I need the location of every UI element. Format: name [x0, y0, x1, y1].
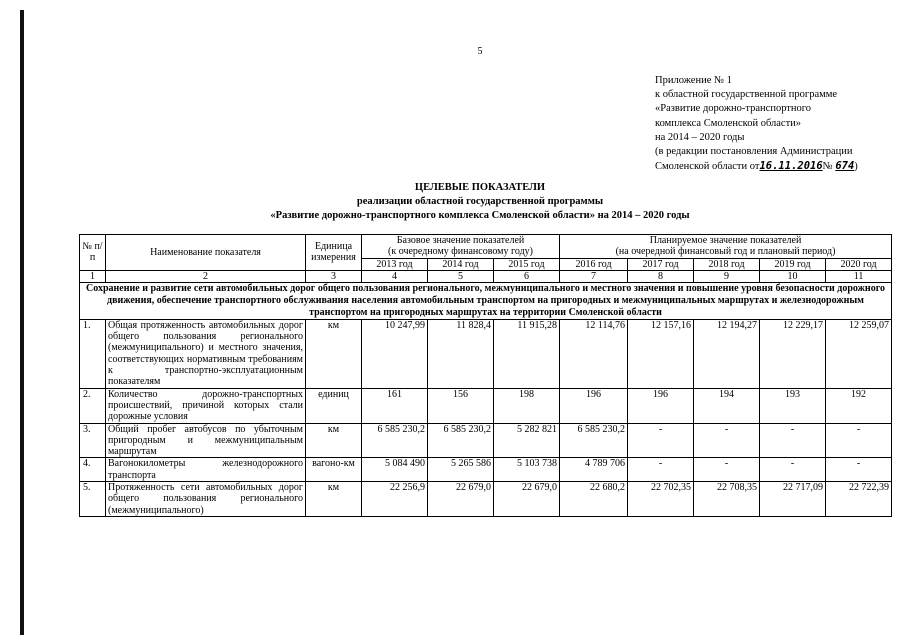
- header-base-line-2: (к очередному финансовому году): [388, 246, 533, 258]
- row-unit: единиц: [306, 388, 362, 423]
- row-value: 6 585 230,2: [560, 423, 628, 458]
- header-year: 2020 год: [826, 258, 892, 270]
- column-number: 9: [694, 270, 760, 282]
- row-num: 1.: [80, 319, 106, 388]
- header-year: 2014 год: [428, 258, 494, 270]
- row-value: 22 256,9: [362, 482, 428, 517]
- table-row: [80, 423, 892, 458]
- header-year: 2015 год: [494, 258, 560, 270]
- row-value: -: [694, 458, 760, 482]
- row-value: 5 084 490: [362, 458, 428, 482]
- table-row: [80, 388, 892, 423]
- appendix-line: на 2014 – 2020 годы: [655, 131, 745, 143]
- row-unit: км: [306, 482, 362, 517]
- row-value: -: [826, 458, 892, 482]
- column-number: 6: [494, 270, 560, 282]
- row-unit: км: [306, 423, 362, 458]
- row-value: 4 789 706: [560, 458, 628, 482]
- row-value: 196: [628, 388, 694, 423]
- row-value: 156: [428, 388, 494, 423]
- column-number: 1: [80, 270, 106, 282]
- row-value: 194: [694, 388, 760, 423]
- table-row: [80, 319, 892, 388]
- row-value: 22 708,35: [694, 482, 760, 517]
- row-value: 193: [760, 388, 826, 423]
- document-title: [0, 181, 905, 224]
- title-line-2: реализации областной государственной программы: [356, 196, 604, 208]
- row-value: -: [628, 423, 694, 458]
- header-year: 2019 год: [760, 258, 826, 270]
- header-year: 2018 год: [694, 258, 760, 270]
- column-number: 10: [760, 270, 826, 282]
- column-number: 7: [560, 270, 628, 282]
- table-row: [80, 482, 892, 517]
- row-num: 4.: [80, 458, 106, 482]
- header-row-1: [80, 235, 892, 259]
- row-value: 22 722,39: [826, 482, 892, 517]
- appendix-last-line-prefix: Смоленской области от: [655, 161, 760, 173]
- appendix-line-signature: Смоленской области от16.11.2016№ 674): [655, 160, 858, 173]
- row-name: Количество дорожно-транспортных происшествий, причиной которых стали дорожные условия: [106, 388, 306, 423]
- scan-edge-bar: [20, 10, 24, 635]
- row-value: 12 114,76: [560, 319, 628, 388]
- row-value: 22 679,0: [428, 482, 494, 517]
- row-value: 11 915,28: [494, 319, 560, 388]
- row-num: 5.: [80, 482, 106, 517]
- table-row: [80, 458, 892, 482]
- row-value: -: [628, 458, 694, 482]
- row-value: 10 247,99: [362, 319, 428, 388]
- title-line-3: «Развитие дорожно-транспортного комплекса Смоленской области» на 2014 – 2020 годы: [270, 210, 690, 222]
- appendix-block: [655, 74, 858, 174]
- row-name: Вагонокилометры железнодорожного транспорта: [106, 458, 306, 482]
- header-year: 2013 год: [362, 258, 428, 270]
- column-number: 11: [826, 270, 892, 282]
- row-unit: вагоно-км: [306, 458, 362, 482]
- column-number: 4: [362, 270, 428, 282]
- column-numbers-row: [80, 270, 892, 282]
- header-plan-group: [560, 235, 892, 259]
- row-value: 22 679,0: [494, 482, 560, 517]
- row-value: 11 828,4: [428, 319, 494, 388]
- row-value: -: [760, 458, 826, 482]
- header-year: 2016 год: [560, 258, 628, 270]
- row-num: 3.: [80, 423, 106, 458]
- header-plan-line-2: (на очередной финансовый год и плановый период): [615, 246, 836, 258]
- row-value: 196: [560, 388, 628, 423]
- column-number: 2: [106, 270, 306, 282]
- column-number: 3: [306, 270, 362, 282]
- header-base-group: [362, 235, 560, 259]
- row-value: 5 103 738: [494, 458, 560, 482]
- title-line-1: ЦЕЛЕВЫЕ ПОКАЗАТЕЛИ: [414, 182, 546, 193]
- row-value: 5 265 586: [428, 458, 494, 482]
- appendix-line: (в редакции постановления Администрации: [655, 146, 853, 158]
- section-title-row: [80, 282, 892, 319]
- appendix-line: к областной государственной программе: [655, 89, 838, 101]
- page-number: 5: [477, 46, 483, 57]
- column-number: 5: [428, 270, 494, 282]
- row-name: Общая протяженность автомобильных дорог общего пользования регионального (межмуниципального) и местного значения, соответствующих нормативным требованиям к транспортно-эксплуатационным показателям: [106, 319, 306, 388]
- handwritten-number: 674: [835, 160, 855, 173]
- row-value: -: [694, 423, 760, 458]
- header-unit: Единица измерения: [306, 235, 362, 271]
- row-unit: км: [306, 319, 362, 388]
- handwritten-date: 16.11.2016: [759, 160, 823, 173]
- row-value: 12 229,17: [760, 319, 826, 388]
- header-num: № п/п: [80, 235, 106, 271]
- row-value: 22 680,2: [560, 482, 628, 517]
- row-value: 22 702,35: [628, 482, 694, 517]
- row-value: 192: [826, 388, 892, 423]
- header-year: 2017 год: [628, 258, 694, 270]
- row-value: 12 259,07: [826, 319, 892, 388]
- row-value: -: [826, 423, 892, 458]
- indicators-table: [79, 234, 892, 517]
- row-name: Протяженность сети автомобильных дорог общего пользования регионального (межмуниципального): [106, 482, 306, 517]
- appendix-line: «Развитие дорожно-транспортного: [655, 103, 812, 115]
- column-number: 8: [628, 270, 694, 282]
- row-value: 12 194,27: [694, 319, 760, 388]
- row-value: 161: [362, 388, 428, 423]
- row-value: 5 282 821: [494, 423, 560, 458]
- row-num: 2.: [80, 388, 106, 423]
- number-sign: №: [822, 161, 833, 173]
- row-value: -: [760, 423, 826, 458]
- row-value: 22 717,09: [760, 482, 826, 517]
- row-value: 6 585 230,2: [428, 423, 494, 458]
- row-value: 6 585 230,2: [362, 423, 428, 458]
- appendix-line: комплекса Смоленской области»: [655, 117, 802, 129]
- row-value: 198: [494, 388, 560, 423]
- header-plan-line-1: Планируемое значение показателей: [649, 235, 802, 246]
- row-name: Общий пробег автобусов по убыточным пригородным и межмуниципальным маршрутам: [106, 423, 306, 458]
- row-value: 12 157,16: [628, 319, 694, 388]
- header-base-line-1: Базовое значение показателей: [396, 235, 525, 246]
- appendix-line: Приложение № 1: [655, 75, 732, 86]
- section-title: Сохранение и развитие сети автомобильных дорог общего пользования регионального, межмуниципального и местного значения и повышение уровня безопасности дорожного движения, обеспечение транспортного обслуживания населения автомобильным транспортом на пригородных и межмуниципальных маршрутах и железнодорожным транспортом на пригородных маршрутах на территории Смоленской области: [80, 282, 892, 319]
- header-name: Наименование показателя: [106, 235, 306, 271]
